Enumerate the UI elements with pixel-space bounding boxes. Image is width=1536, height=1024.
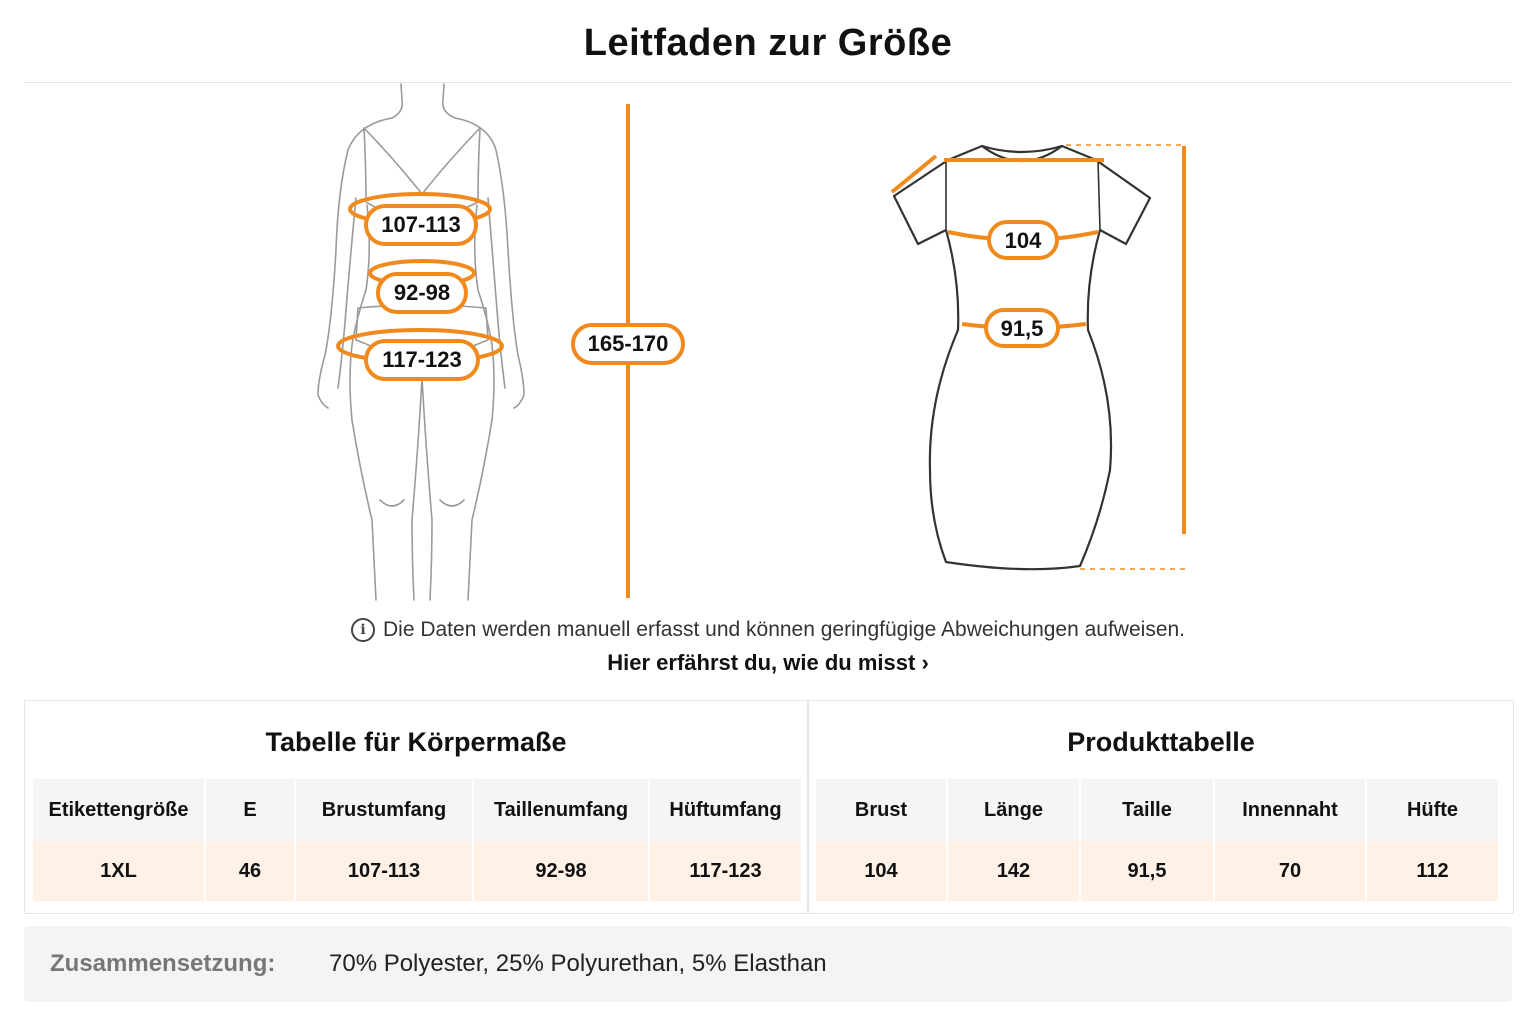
svg-text:104: 104 [1004,228,1042,253]
table-cell: 1XL [33,841,205,901]
svg-text:92-98: 92-98 [393,280,451,305]
dress-outline [894,146,1150,569]
disclaimer-text: Die Daten werden manuell erfasst und können geringfügige Abweichungen aufweisen. [382,618,1186,641]
body-height-badge [573,325,683,363]
column-header: Länge [947,779,1080,841]
body-measurement-table [33,779,801,901]
table-row [33,841,801,901]
table-header-row [33,779,801,841]
column-header: E [205,779,295,841]
chevron-right-icon: › [921,650,929,675]
column-header: Brust [816,779,947,841]
page-title: Leitfaden zur Größe [583,22,953,64]
info-icon: i [351,618,375,642]
dress-waist-badge [986,310,1058,346]
composition-label: Zusammensetzung: [50,950,276,977]
svg-text:117-123: 117-123 [382,347,462,372]
body-table-title: Tabelle für Körpermaße [265,727,567,757]
how-to-measure-label: Hier erfährst du, wie du misst [607,650,916,675]
svg-text:165-170: 165-170 [587,331,669,356]
svg-text:91,5: 91,5 [1000,316,1044,341]
table-cell: 46 [205,841,295,901]
data-disclaimer [0,618,1536,642]
column-header: Brustumfang [295,779,473,841]
svg-text:107-113: 107-113 [381,212,461,237]
dress-bust-badge [989,222,1057,258]
composition-bar [24,926,1512,1002]
table-header-row [816,779,1498,841]
column-header: Hüfte [1366,779,1498,841]
product-table-title: Produkttabelle [1067,727,1255,757]
table-cell: 70 [1214,841,1366,901]
table-cell: 92-98 [473,841,649,901]
column-header: Innennaht [1214,779,1366,841]
table-cell: 107-113 [295,841,473,901]
table-cell: 91,5 [1080,841,1214,901]
body-bust-badge [366,206,476,244]
table-cell: 117-123 [649,841,801,901]
table-cell: 112 [1366,841,1498,901]
product-measurement-table [816,779,1498,901]
product-measurement-panel [808,700,1514,914]
body-hips-badge [366,341,478,379]
table-row [816,841,1498,901]
table-cell: 104 [816,841,947,901]
column-header: Taillenumfang [473,779,649,841]
column-header: Etikettengröße [33,779,205,841]
body-measurement-panel [24,700,808,914]
composition-value: 70% Polyester, 25% Polyurethan, 5% Elasthan [329,950,827,977]
table-cell: 142 [947,841,1080,901]
column-header: Taille [1080,779,1214,841]
how-to-measure-link[interactable] [0,650,1536,676]
body-waist-badge [378,274,466,312]
column-header: Hüftumfang [649,779,801,841]
